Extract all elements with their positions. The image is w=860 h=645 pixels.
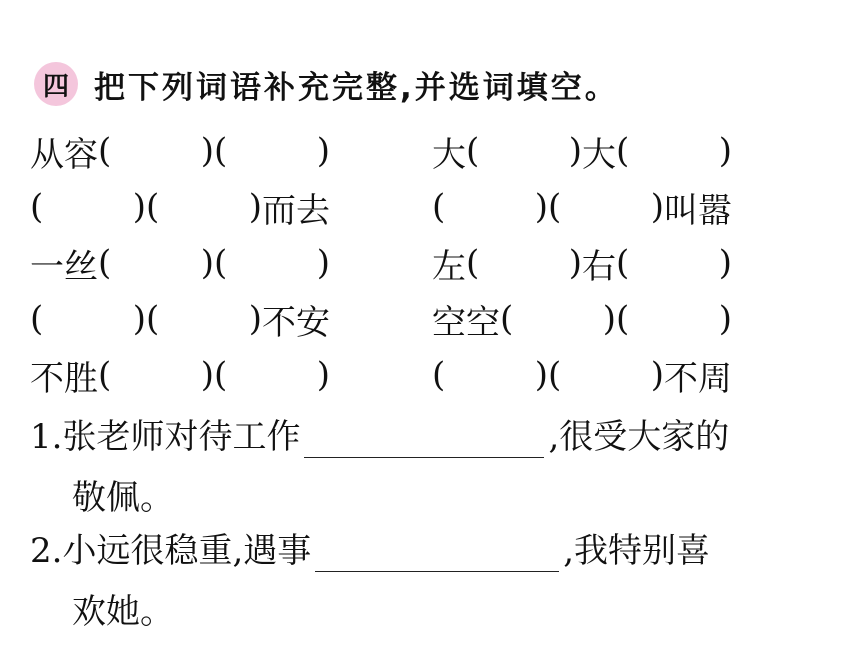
fill-slot[interactable] [98,353,214,397]
fill-slot[interactable] [214,241,330,285]
question-text: 2.小远很稳重,遇事 [30,531,312,571]
idiom-row-3 [0,238,860,288]
section-header [34,62,619,106]
answer-blank[interactable] [304,427,544,458]
fill-slot[interactable] [466,241,582,285]
fill-slot[interactable] [500,297,616,341]
idiom-right [432,238,732,288]
idiom-text: 右 [582,246,616,287]
fill-slot[interactable] [548,353,664,397]
idiom-text: 不安 [262,302,330,343]
idiom-text: 空空 [432,302,500,343]
fill-slot[interactable] [146,185,262,229]
fill-slot[interactable] [214,129,330,173]
fill-slot[interactable] [432,353,548,397]
idiom-row-2 [0,182,860,232]
fill-slot[interactable] [616,241,732,285]
idiom-row-1 [0,126,860,176]
fill-slot[interactable] [616,297,732,341]
question-2-continuation: 欢她。 [72,592,174,632]
idiom-text: 大 [582,134,616,175]
fill-slot[interactable] [466,129,582,173]
fill-slot[interactable] [98,129,214,173]
fill-slot[interactable] [146,297,262,341]
idiom-text: 从容 [30,134,98,175]
idiom-text: 一丝 [30,246,98,287]
idiom-right [432,350,732,400]
question-text: ,我特别喜 [563,531,711,571]
fill-slot[interactable] [98,241,214,285]
idiom-text: 叫嚣 [664,190,732,231]
section-number-badge: 四 [34,62,78,106]
fill-slot[interactable] [616,129,732,173]
fill-slot[interactable] [432,185,548,229]
idiom-left [30,350,330,400]
idiom-right [432,182,732,232]
idiom-left [30,294,330,344]
fill-slot[interactable] [548,185,664,229]
idiom-right [432,294,732,344]
idiom-row-4 [0,294,860,344]
idiom-left [30,238,330,288]
fill-slot[interactable] [30,185,146,229]
question-1 [30,408,729,458]
question-text: ,很受大家的 [548,417,730,457]
answer-blank[interactable] [315,541,559,572]
idiom-text: 不胜 [30,358,98,399]
question-text: 1.张老师对待工作 [30,417,301,457]
question-2 [30,522,710,572]
idiom-text: 不周 [664,358,732,399]
fill-slot[interactable] [214,353,330,397]
fill-slot[interactable] [30,297,146,341]
idiom-text: 左 [432,246,466,287]
idiom-row-5 [0,350,860,400]
section-instruction: 把下列词语补充完整,并选词填空。 [94,69,619,106]
idiom-left [30,126,330,176]
idiom-left [30,182,330,232]
question-1-continuation: 敬佩。 [72,478,174,518]
idiom-text: 而去 [262,190,330,231]
idiom-text: 大 [432,134,466,175]
idiom-right [432,126,732,176]
